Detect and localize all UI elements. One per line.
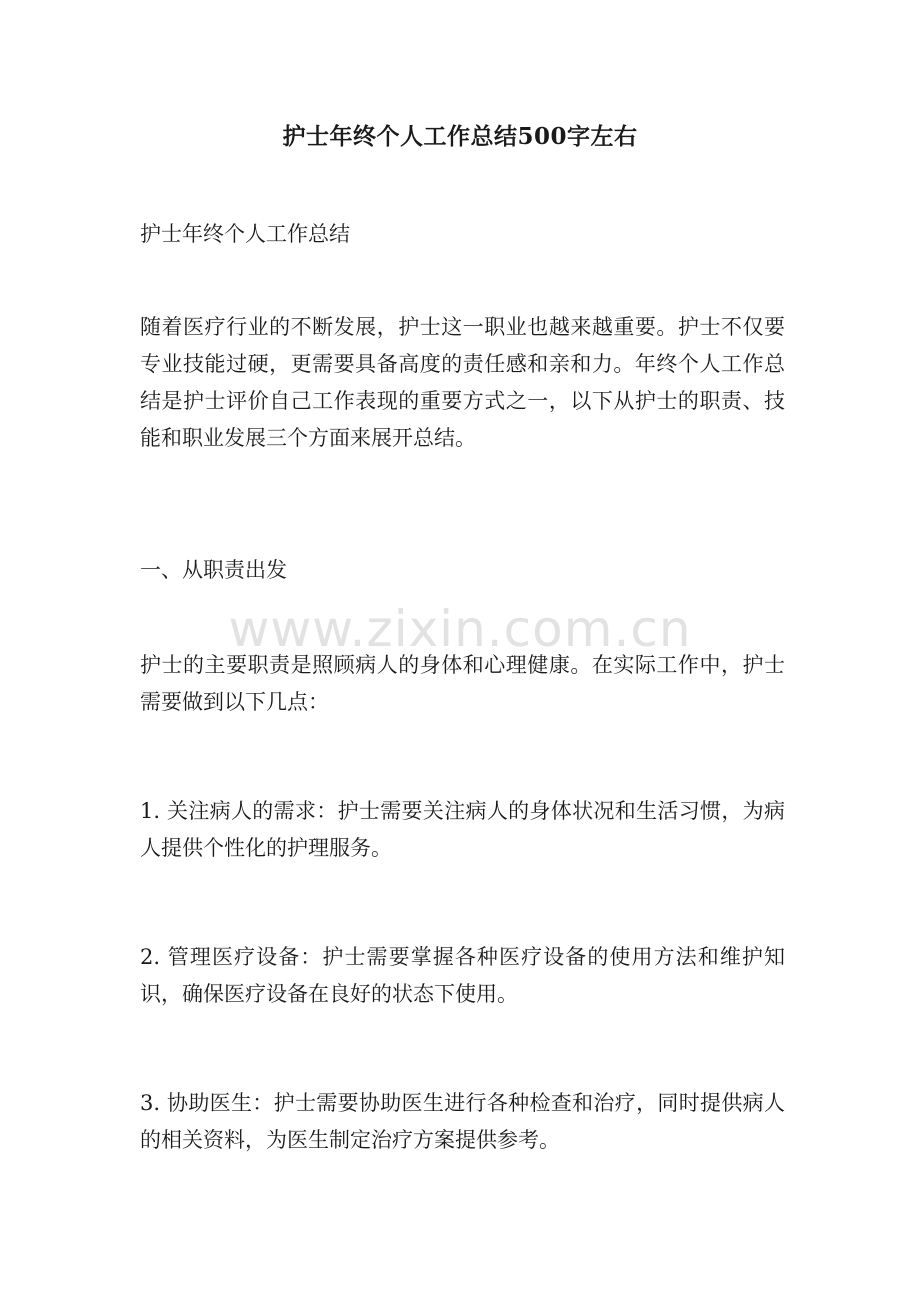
list-item-1: 1. 关注病人的需求：护士需要关注病人的身体状况和生活习惯，为病人提供个性化的护理服务。 xyxy=(140,799,785,860)
list-item-3: 3. 协助医生：护士需要协助医生进行各种检查和治疗，同时提供病人的相关资料，为医生制定治疗方案提供参考。 xyxy=(140,1091,785,1152)
intro-paragraph: 随着医疗行业的不断发展，护士这一职业也越来越重要。护士不仅要专业技能过硬，更需要具备高度的责任感和亲和力。年终个人工作总结是护士评价自己工作表现的重要方式之一，以下从护士的职责、技能和职业发展三个方面来展开总结。 xyxy=(140,315,785,450)
watermark: www.zixin.com.cn xyxy=(228,600,692,658)
document-title: 护士年终个人工作总结500字左右 xyxy=(282,123,638,150)
list-item-2: 2. 管理医疗设备：护士需要掌握各种医疗设备的使用方法和维护知识，确保医疗设备在良好的状态下使用。 xyxy=(140,945,785,1006)
section-heading: 一、从职责出发 xyxy=(140,558,287,582)
duties-paragraph: 护士的主要职责是照顾病人的身体和心理健康。在实际工作中，护士需要做到以下几点： xyxy=(140,653,785,714)
document-subtitle: 护士年终个人工作总结 xyxy=(140,222,350,246)
